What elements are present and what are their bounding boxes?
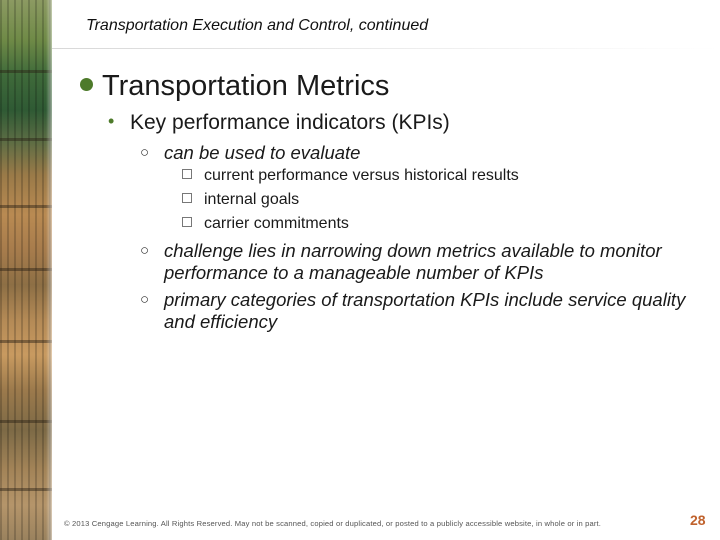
- level4-text: carrier commitments: [204, 215, 349, 232]
- level3-text: challenge lies in narrowing down metrics available to monitor performance to a manageable number of KPIs: [164, 240, 662, 283]
- level4-text: current performance versus historical results: [204, 167, 519, 184]
- footer-copyright: © 2013 Cengage Learning. All Rights Reserved. May not be scanned, copied or duplicated, or posted to a publicly accessible website, in whole or in part.: [64, 519, 602, 528]
- level4-bullet-item: [182, 215, 349, 233]
- level3-text: primary categories of transportation KPIs include service quality and efficiency: [164, 289, 686, 332]
- level3-bullet-item: [140, 289, 705, 333]
- level3-bullet-item: [140, 142, 705, 164]
- level2-bullet-item: [108, 111, 450, 135]
- container-edge-line: [0, 420, 52, 423]
- square-box-icon: [182, 217, 192, 227]
- container-edge-line: [0, 488, 52, 491]
- container-edge-line: [0, 205, 52, 208]
- header-divider: [52, 48, 720, 49]
- level4-bullet-item: [182, 191, 299, 209]
- small-dot-icon: •: [108, 111, 115, 131]
- hollow-circle-icon: ○: [140, 291, 150, 308]
- container-edge-line: [0, 70, 52, 73]
- level2-text: Key performance indicators (KPIs): [130, 111, 450, 134]
- hollow-circle-icon: ○: [140, 144, 150, 161]
- level1-text: Transportation Metrics: [102, 70, 390, 102]
- filled-circle-icon: [80, 78, 93, 91]
- level1-bullet-item: [80, 70, 389, 103]
- level3-bullet-item: [140, 240, 705, 284]
- level4-bullet-item: [182, 167, 519, 185]
- level3-text: can be used to evaluate: [164, 142, 361, 163]
- slide-header-title: Transportation Execution and Control, continued: [86, 17, 429, 34]
- container-edge-line: [0, 268, 52, 271]
- page-number: 28: [690, 512, 706, 528]
- photo-fade: [46, 0, 58, 540]
- level4-text: internal goals: [204, 191, 300, 208]
- hollow-circle-icon: ○: [140, 242, 150, 259]
- container-edge-line: [0, 138, 52, 141]
- container-edge-line: [0, 340, 52, 343]
- container-photo-strip: [0, 0, 52, 540]
- square-box-icon: [182, 193, 192, 203]
- square-box-icon: [182, 169, 192, 179]
